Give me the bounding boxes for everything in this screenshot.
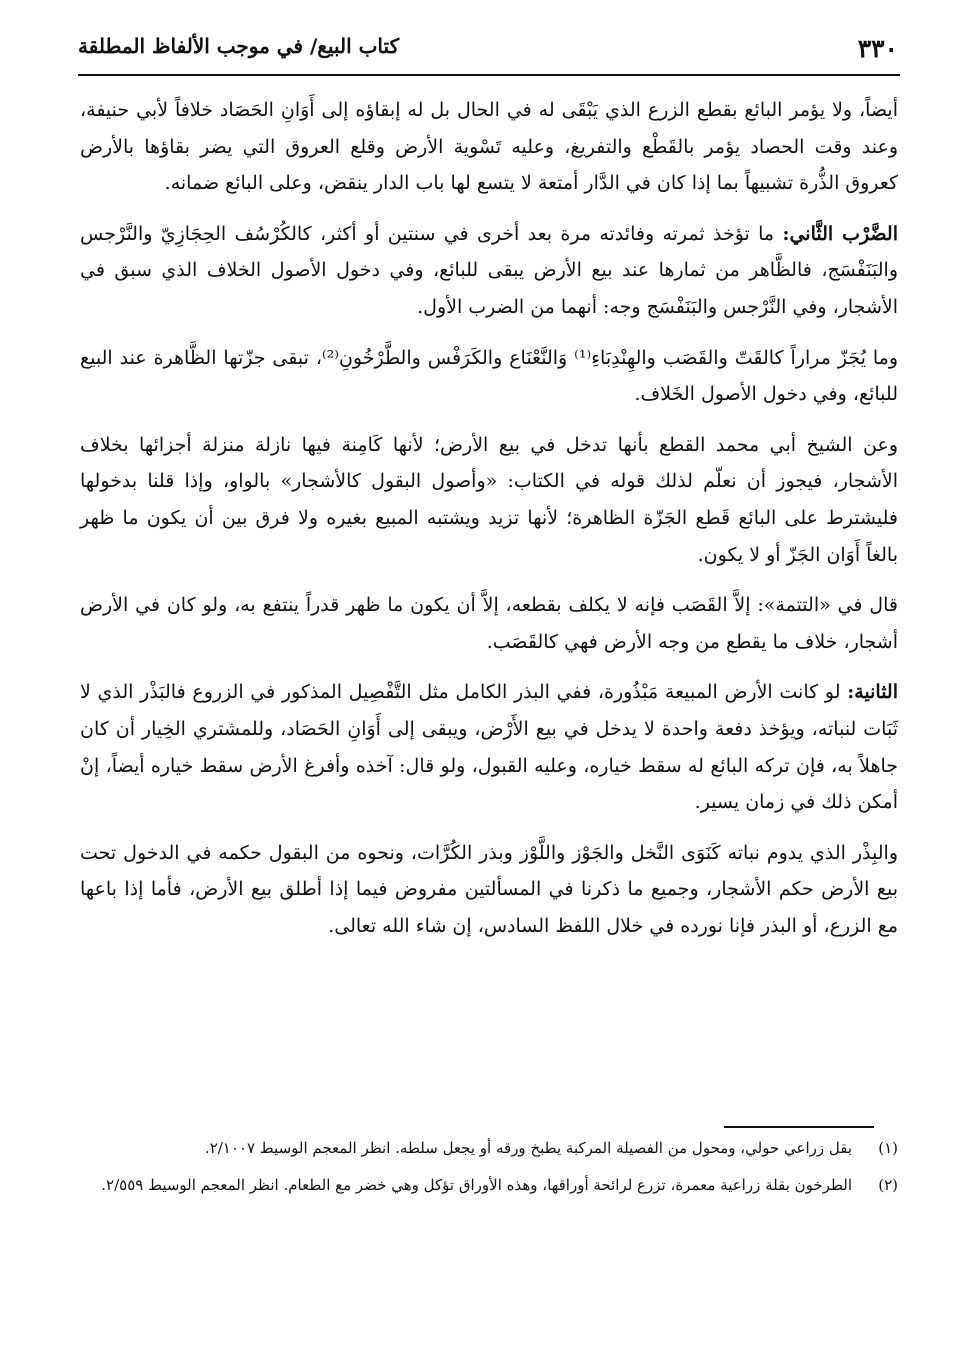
paragraph-4	[80, 427, 898, 573]
header-rule	[78, 74, 900, 76]
paragraph-5	[80, 587, 898, 660]
footnote-number: (٢)	[878, 1176, 898, 1194]
page-header	[78, 34, 898, 70]
paragraph-7	[80, 835, 898, 945]
page-number: ٣٣٠	[857, 34, 898, 63]
paragraph-text: قال في «التتمة»: إلاَّ القَصَب فإنه لا يكلف بقطعه، إلاَّ أن يكون ما ظهر قدراً ينتفع به، ولو كان في الأرض أشجار، خلاف ما يقطع من وجه الأرض فهي كالقَصَب.	[80, 594, 898, 653]
footnote-text: الطرخون بقلة زراعية معمرة، تزرع لرائحة أوراقها، وهذه الأوراق تؤكل وهي خضر مع الطعام. انظر المعجم الوسيط ٢/٥٥٩.	[101, 1176, 852, 1194]
paragraph-text: أيضاً، ولا يؤمر البائع بقطع الزرع الذي يَبْقَى له في الحال بل له إبقاؤه إلى أَوَانِ الحَصَاد خلافاً لأبي حنيفة، وعند وقت الحصاد يؤمر بالقَطْع والتفريغ، وعليه تَسْوية الأرض وقلع العروق التي يضر بقاؤها بالأرض كعروق الذُّرة تشبيهاً بما إذا كان في الدَّار أمتعة لا يتسع لها باب الدار ينقض، وعلى البائع ضمانه.	[80, 99, 898, 195]
paragraph-text: وعن الشيخ أبي محمد القطع بأنها تدخل في بيع الأرض؛ لأنها كَامِنة فيها نازلة منزلة أجزائها بخلاف الأشجار، فيجوز أن نعلّم لذلك قوله في الكتاب: «وأصول البقول كالأشجار» بالواو، وإذا قلنا بدخولها فليشترط على البائع قَطع الجَزّة الظاهرة؛ لأنها تزيد ويشتبه المبيع بغيره ولا فرق بين أن يكون ما ظهر بالغاً أَوَان الجَزّ أو لا يكون.	[80, 433, 898, 566]
footnote-2	[80, 1171, 898, 1200]
paragraph-text: والبِذْر الذي يدوم نباته كَنَوَى النَّخل والجَوْز واللَّوْز وبذر الكُرَّات، ونحوه من البقول حكمه في الدخول تحت بيع الأرض حكم الأشجار، وجميع ما ذكرنا في المسألتين مفروض فيما إذا أطلق بيع الأرض، فأما إذا باعها مع الزرع، أو البذر فإنا نورده في خلال اللفظ السادس، إن شاء الله تعالى.	[80, 841, 898, 937]
footnote-rule	[724, 1126, 874, 1128]
paragraph-text: لو كانت الأرض المبيعة مَبْذُورة، ففي البذر الكامل مثل التَّفْصِيل المذكور في الزروع فالبَذْر الذي لا ثَبَات لنباته، ويؤخذ دفعة واحدة لا يدخل في بيع الأَرْض، ويبقى إلى أَوَانِ الحَصَاد، وللمشتري الخِيار أن كان جاهلاً به، فإن تركه البائع له سقط خياره، وعليه القبول، ولو قال: آخذه وأفرغ الأرض سقط خياره أيضاً، إنْ أمكن ذلك في زمان يسير.	[80, 681, 898, 814]
footnote-number: (١)	[878, 1139, 898, 1157]
paragraph-lead: الثانية:	[847, 681, 898, 704]
footnote-text: بقل زراعي حولي، ومحول من الفصيلة المركبة يطبخ ورقه أو يجعل سلطه. انظر المعجم الوسيط ٢/١٠٠٧.	[204, 1139, 852, 1157]
main-text	[80, 92, 898, 958]
paragraph-text: ما تؤخذ ثمرته وفائدته مرة بعد أخرى في سنتين أو أكثر، كالكُرْسُف الحِجَازِيّ والنَّرْجس والبَنَفْسَج، فالظَّاهر من ثمارها عند بيع الأرض يبقى للبائع، وفي دخول الأصول الخلاف الذي سبق في الأشجار، وفي النَّرْجس والبَنَفْسَج وجه: أنهما من الضرب الأول.	[80, 222, 898, 318]
paragraph-text: وما يُجَزّ مراراً كالقَتّ والقَصَب والهِنْدِبَاءِ⁽¹⁾ وَالنَّعْنَاع والكَرَفْس والطَّرْخُونِ⁽²⁾، تبقى جزّتها الظَّاهرة عند البيع للبائع، وفي دخول الأصول الخَلاف.	[80, 346, 898, 406]
paragraph-6	[80, 674, 898, 820]
paragraph-3	[80, 340, 898, 413]
paragraph-1	[80, 92, 898, 202]
running-title: كتاب البيع/ في موجب الألفاظ المطلقة	[78, 34, 400, 58]
paragraph-2	[80, 216, 898, 326]
paragraph-lead: الضَّرْب الثَّاني:	[782, 222, 898, 245]
footnotes	[80, 1134, 898, 1208]
footnote-1	[80, 1134, 898, 1163]
